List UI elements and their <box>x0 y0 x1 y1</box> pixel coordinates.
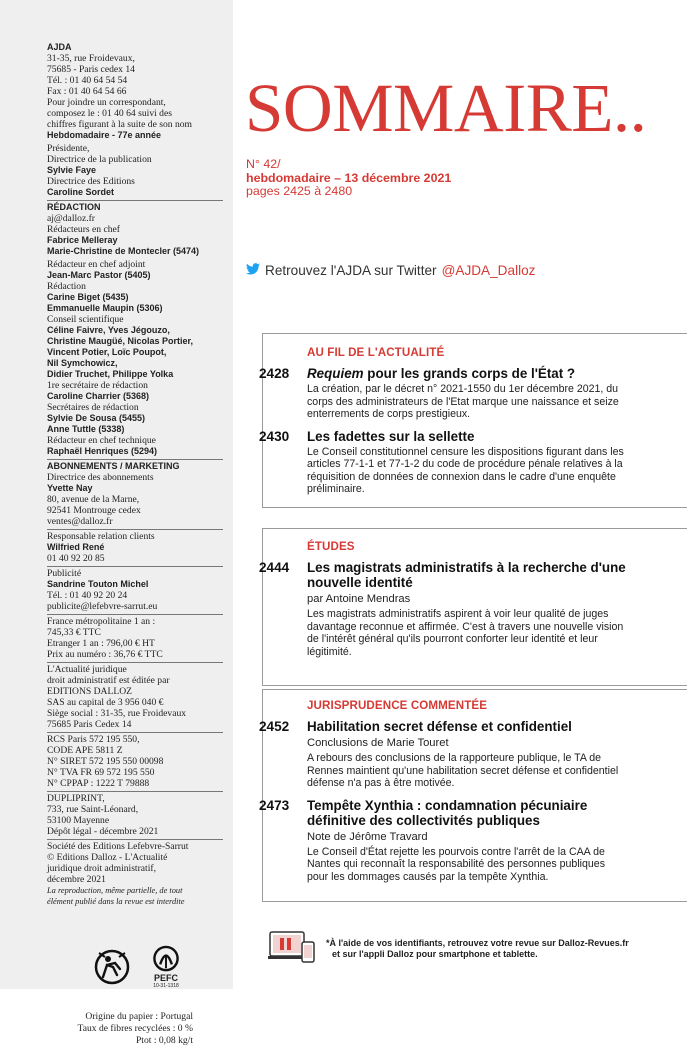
masthead-line: Directrice de la publication <box>47 154 152 165</box>
entry-title-text: pour les grands corps de l'État ? <box>363 366 576 381</box>
sidebar-divider <box>47 566 223 567</box>
entry-page-number: 2444 <box>259 560 290 575</box>
entry-title-text: Les magistrats administratifs à la recherche d'une nouvelle identité <box>307 560 626 590</box>
entry-description: Le Conseil d'État rejette les pourvois contre l'arrêt de la CAA de Nantes qui reconnaît la responsabilité des personnes publiques pour les dommages causés par la tempête Xynthia. <box>307 845 605 883</box>
twitter-handle-link[interactable]: @AJDA_Dalloz <box>441 263 536 278</box>
masthead-line: © Editions Dalloz - L'Actualité <box>47 852 168 863</box>
masthead-block-ajda <box>47 42 227 141</box>
footer-line-1: *À l'aide de vos identifiants, retrouvez votre revue sur Dalloz-Revues.fr <box>326 937 629 948</box>
masthead-line: publicite@lefebvre-sarrut.eu <box>47 601 158 612</box>
masthead-line: Wilfried René <box>47 542 105 552</box>
masthead-line: Caroline Sordet <box>47 187 115 197</box>
masthead-line: Fax : 01 40 64 54 66 <box>47 86 127 97</box>
origin-line: Ptot : 0,08 kg/t <box>135 1035 193 1046</box>
entry-title[interactable] <box>307 429 627 444</box>
entry-body <box>307 560 627 658</box>
issue-date: hebdomadaire – 13 décembre 2021 <box>246 170 452 185</box>
sidebar-divider <box>47 662 223 663</box>
masthead-line: Tél. : 01 40 64 54 54 <box>47 75 128 86</box>
masthead-line: Sylvie Faye <box>47 165 97 175</box>
masthead-line: Céline Faivre, Yves Jégouzo, <box>47 325 170 335</box>
masthead-line: Carine Biget (5435) <box>47 292 129 302</box>
masthead-line: Raphaël Henriques (5294) <box>47 446 158 456</box>
entry-title-text: Les fadettes sur la sellette <box>307 428 475 444</box>
section-actualite <box>259 346 689 504</box>
masthead-line: Directrice des abonnements <box>47 472 154 483</box>
issue-pages: pages 2425 à 2480 <box>246 184 353 198</box>
masthead-line: Siège social : 31-35, rue Froidevaux <box>47 708 187 719</box>
masthead-line: Rédaction <box>47 281 86 292</box>
masthead-line: N° SIRET 572 195 550 00098 <box>47 756 164 767</box>
origin-line: Taux de fibres recyclées : 0 % <box>77 1023 193 1034</box>
section-heading: JURISPRUDENCE COMMENTÉE <box>307 699 488 712</box>
masthead-line: 75685 Paris Cedex 14 <box>47 719 132 730</box>
masthead-line: France métropolitaine 1 an : <box>47 616 156 627</box>
masthead-blocks <box>47 42 227 907</box>
masthead-line: 53100 Mayenne <box>47 815 110 826</box>
section-jurisprudence <box>259 699 689 891</box>
entry-page-number: 2452 <box>259 719 290 734</box>
entry-body <box>307 719 627 790</box>
paper-origin <box>47 1011 227 1047</box>
masthead-block-tarifs <box>47 616 227 660</box>
masthead-sidebar <box>0 0 233 1046</box>
masthead-line: juridique droit administratif, <box>47 863 156 874</box>
triman-recycle-icon <box>92 945 132 989</box>
masthead-line: N° CPPAP : 1222 T 79888 <box>47 778 150 789</box>
masthead-line: Etranger 1 an : 796,00 € HT <box>47 638 155 649</box>
entry-title[interactable] <box>307 719 627 734</box>
masthead-line: N° TVA FR 69 572 195 550 <box>47 767 155 778</box>
entry-page-number: 2428 <box>259 366 290 381</box>
sidebar-divider <box>47 200 223 201</box>
issue-info <box>246 158 451 199</box>
masthead-line: Marie-Christine de Montecler (5474) <box>47 246 200 256</box>
masthead-line: aj@dalloz.fr <box>47 213 95 224</box>
certification-logos <box>92 945 227 989</box>
masthead-line: Christine Maugüé, Nicolas Portier, <box>47 336 194 346</box>
section-heading: ÉTUDES <box>307 540 355 553</box>
footer-text <box>326 938 629 960</box>
entry-title-text: Tempête Xynthia : condamnation pécuniaire définitive des collectivités publiques <box>307 797 588 828</box>
masthead-line: Yvette Nay <box>47 483 93 493</box>
entry-description: La création, par le décret n° 2021-1550 du 1er décembre 2021, du corps des administrateurs de l'Etat marque une naissance et seize enterrements de corps prestigieux. <box>307 383 619 420</box>
masthead-line: Pour joindre un correspondant, <box>47 97 166 108</box>
entry-title[interactable] <box>307 560 627 590</box>
entry-body <box>307 798 627 884</box>
masthead-line: Hebdomadaire - 77e année <box>47 130 162 140</box>
twitter-text: Retrouvez l'AJDA sur Twitter <box>265 263 437 278</box>
masthead-line: composez le : 01 40 64 suivi des <box>47 108 172 119</box>
masthead-line: Rédacteur en chef adjoint <box>47 259 146 270</box>
masthead-block-abonnements <box>47 461 227 527</box>
sidebar-divider <box>47 529 223 530</box>
masthead-line: L'Actualité juridique <box>47 664 127 675</box>
masthead-block-rcs <box>47 734 227 789</box>
masthead-line: CODE APE 5811 Z <box>47 745 123 756</box>
issue-number: N° 42/ <box>246 157 281 171</box>
toc-entry[interactable] <box>259 560 689 658</box>
sidebar-divider <box>47 839 223 840</box>
masthead-line: Responsable relation clients <box>47 531 155 542</box>
masthead-line: DUPLIPRINT, <box>47 793 105 804</box>
entry-author: Conclusions de Marie Touret <box>307 737 449 749</box>
masthead-line: Directrice des Editions <box>47 176 135 187</box>
section-etudes <box>259 540 689 666</box>
masthead-line: Rédacteurs en chef <box>47 224 120 235</box>
toc-entry[interactable] <box>259 719 689 790</box>
masthead-block-relation <box>47 531 227 564</box>
footer-note <box>268 930 629 967</box>
masthead-line: Dépôt légal - décembre 2021 <box>47 826 159 837</box>
entry-page-number: 2473 <box>259 797 290 813</box>
pefc-label: PEFC <box>153 973 178 983</box>
masthead-line: chiffres figurant à la suite de son nom <box>47 119 193 130</box>
entry-author: par Antoine Mendras <box>307 593 411 605</box>
entry-body <box>307 429 627 496</box>
masthead-block-imprimeur <box>47 793 227 837</box>
masthead-line: 01 40 92 20 85 <box>47 553 105 564</box>
masthead-line: Emmanuelle Maupin (5306) <box>47 303 163 313</box>
masthead-line: RCS Paris 572 195 550, <box>47 734 140 745</box>
masthead-line: La reproduction, même partielle, de tout <box>47 886 183 895</box>
masthead-line: SAS au capital de 3 956 040 € <box>47 697 164 708</box>
sidebar-divider <box>47 614 223 615</box>
masthead-line: RÉDACTION <box>47 202 101 212</box>
masthead-block-publicite <box>47 568 227 612</box>
masthead-line: Caroline Charrier (5368) <box>47 391 150 401</box>
masthead-line: Prix au numéro : 36,76 € TTC <box>47 649 163 660</box>
masthead-line: 745,33 € TTC <box>47 627 101 638</box>
toc-entry[interactable] <box>259 798 689 884</box>
entry-description: Le Conseil constitutionnel censure les dispositions figurant dans les articles 77-1-1 et 77-1-2 du code de procédure pénale relatives à la réquisition de données de connexion dans le cadre d'une enquête préliminaire. <box>307 445 624 495</box>
masthead-line: Nil Symchowicz, <box>47 358 118 368</box>
masthead-line: Sylvie De Sousa (5455) <box>47 413 146 423</box>
entry-title-emphasis: Requiem <box>307 366 364 381</box>
masthead-line: Sandrine Touton Michel <box>47 579 149 589</box>
pefc-number: 10-31-1318 <box>153 983 179 989</box>
section-heading: AU FIL DE L'ACTUALITÉ <box>307 346 445 359</box>
masthead-block-presidente <box>47 143 227 198</box>
masthead-line: 733, rue Saint-Léonard, <box>47 804 139 815</box>
entry-description: A rebours des conclusions de la rapporteure publique, le TA de Rennes maintient qu'une habilitation secret défense et confidentiel défense n'a pas à être motivée. <box>307 752 619 789</box>
masthead-line: AJDA <box>47 42 72 52</box>
masthead-line: droit administratif est éditée par <box>47 675 170 686</box>
masthead-line: 1re secrétaire de rédaction <box>47 380 148 391</box>
masthead-line: Fabrice Melleray <box>47 235 118 245</box>
masthead-line: ventes@dalloz.fr <box>47 516 113 527</box>
toc-entry[interactable] <box>259 366 689 421</box>
masthead-line: EDITIONS DALLOZ <box>47 686 132 697</box>
masthead-block-editeur <box>47 664 227 730</box>
entry-title[interactable] <box>307 798 627 828</box>
masthead-line: Jean-Marc Pastor (5405) <box>47 270 151 280</box>
masthead-line: Secrétaires de rédaction <box>47 402 139 413</box>
twitter-promo <box>246 263 535 278</box>
devices-icon <box>268 930 318 967</box>
sidebar-divider <box>47 459 223 460</box>
toc-entry[interactable] <box>259 429 689 496</box>
masthead-line: ABONNEMENTS / MARKETING <box>47 461 180 471</box>
masthead-line: Anne Tuttle (5338) <box>47 424 125 434</box>
masthead-block-adjoint <box>47 259 227 457</box>
masthead-line: Conseil scientifique <box>47 314 124 325</box>
entry-body <box>307 366 627 421</box>
masthead-line: Présidente, <box>47 143 90 154</box>
masthead-line: Tél. : 01 40 92 20 24 <box>47 590 128 601</box>
entry-page-number: 2430 <box>259 428 290 444</box>
entry-description: Les magistrats administratifs aspirent à voir leur qualité de juges davantage reconnue et affirmée. C'est à travers une nouvelle vision de l'intérêt général qu'ils pourront conforter leur identité et leur légitimité. <box>307 608 624 658</box>
masthead-line: Rédacteur en chef technique <box>47 435 156 446</box>
masthead-line: 75685 - Paris cedex 14 <box>47 64 135 75</box>
masthead-block-copyright <box>47 841 227 907</box>
entry-author: Note de Jérôme Travard <box>307 830 428 843</box>
page-title: SOMMAIRE.. <box>245 70 647 146</box>
masthead-line: 80, avenue de la Marne, <box>47 494 140 505</box>
masthead-line: Publicité <box>47 568 82 579</box>
entry-title-text: Habilitation secret défense et confidentiel <box>307 719 572 734</box>
masthead-line: Société des Editions Lefebvre-Sarrut <box>47 841 189 852</box>
masthead-line: élément publié dans la revue est interdite <box>47 897 185 906</box>
pefc-icon <box>146 945 186 989</box>
sidebar-divider <box>47 732 223 733</box>
sidebar-divider <box>47 791 223 792</box>
masthead-line: Vincent Potier, Loïc Poupot, <box>47 347 167 357</box>
masthead-line: 31-35, rue Froidevaux, <box>47 53 135 64</box>
masthead-block-redaction <box>47 202 227 257</box>
masthead-line: décembre 2021 <box>47 874 106 885</box>
entry-title[interactable] <box>307 366 627 381</box>
footer-line-2: et sur l'appli Dalloz pour smartphone et tablette. <box>332 948 538 959</box>
twitter-icon <box>246 263 260 278</box>
masthead-line: 92541 Montrouge cedex <box>47 505 141 516</box>
masthead-line: Didier Truchet, Philippe Yolka <box>47 369 174 379</box>
origin-line: Origine du papier : Portugal <box>85 1011 193 1022</box>
